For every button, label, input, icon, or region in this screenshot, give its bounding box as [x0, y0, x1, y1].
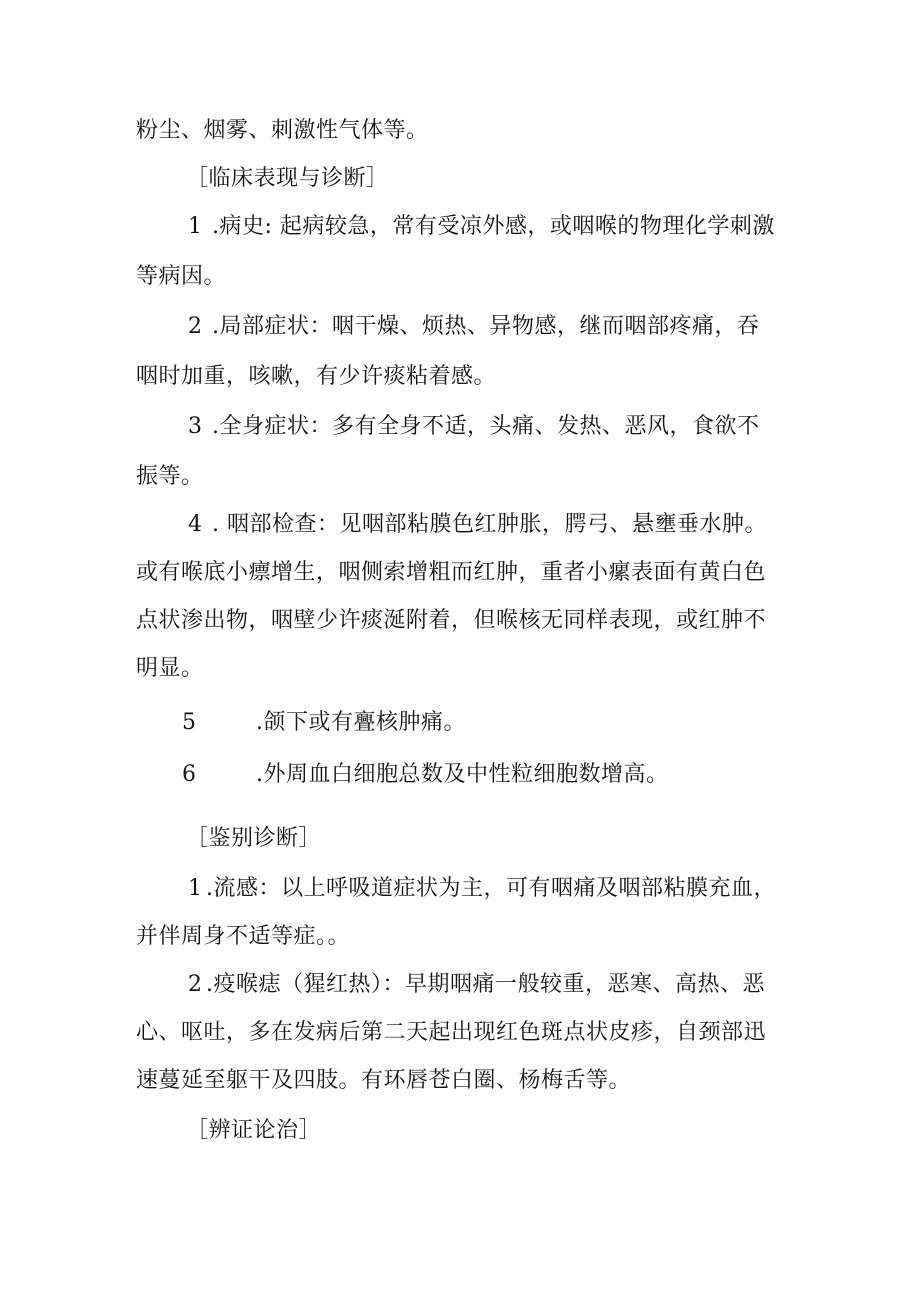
- differential-item-2-line2: 心、呕吐，多在发病后第二天起出现红色斑点状皮疹，自颈部迅: [136, 1020, 767, 1045]
- differential-item-2-line3: 速蔓延至躯干及四肢。有环唇苍白圈、杨梅舌等。: [136, 1068, 632, 1093]
- differential-item-1-line1: .流感：以上呼吸道症状为主，可有咽痛及咽部粘膜充血，: [206, 876, 776, 901]
- clinical-item-4-number: 4: [188, 512, 202, 537]
- differential-item-1-number: 1: [188, 876, 202, 901]
- clinical-item-2-number: 2: [188, 314, 202, 339]
- clinical-item-1-number: 1: [188, 214, 202, 239]
- clinical-item-2-line1: .局部症状：咽干燥、烦热、异物感，继而咽部疼痛，吞: [212, 314, 760, 339]
- section-heading-differential: ［鉴别诊断］: [186, 826, 322, 851]
- intro-continuation: 粉尘、烟雾、刺激性气体等。: [136, 118, 429, 143]
- differential-item-1-line2: 并伴周身不适等症。。: [136, 924, 351, 949]
- clinical-item-1-line2: 等病因。: [136, 264, 227, 289]
- clinical-item-6-number: 6: [182, 762, 196, 787]
- section-heading-clinical: ［临床表现与诊断］: [186, 166, 389, 191]
- clinical-item-4-line2: 或有喉底小瘭增生，咽侧索增粗而红肿，重者小瘰表面有黄白色: [136, 560, 767, 585]
- clinical-item-3-line2: 振等。: [136, 464, 204, 489]
- clinical-item-6-line1: .外周血白细胞总数及中性粒细胞数增高。: [256, 762, 669, 787]
- differential-item-2-line1: .疫喉痣（猩红热）：早期咽痛一般较重，恶寒、高热、恶: [206, 972, 765, 997]
- clinical-item-5-line1: .颌下或有亹核肿痛。: [256, 710, 466, 735]
- section-heading-treatment: ［辨证论治］: [186, 1118, 322, 1143]
- clinical-item-2-line2: 咽时加重，咳嗽，有少许痰粘着感。: [136, 364, 497, 389]
- clinical-item-5-number: 5: [182, 710, 196, 735]
- differential-item-2-number: 2: [188, 972, 202, 997]
- clinical-item-4-line4: 明显。: [136, 656, 204, 681]
- clinical-item-4-line1: . 咽部检查：见咽部粘膜色红肿胀，腭弓、悬壅垂水肿。: [212, 512, 767, 537]
- clinical-item-1-line1: .病史: 起病较急，常有受凉外感，或咽喉的物理化学刺激: [212, 214, 775, 239]
- clinical-item-3-number: 3: [188, 414, 202, 439]
- clinical-item-4-line3: 点状渗出物，咽壁少许痰涎附着，但喉核无同样表现，或红肿不: [136, 608, 767, 633]
- clinical-item-3-line1: .全身症状：多有全身不适，头痛、发热、恶风，食欲不: [212, 414, 760, 439]
